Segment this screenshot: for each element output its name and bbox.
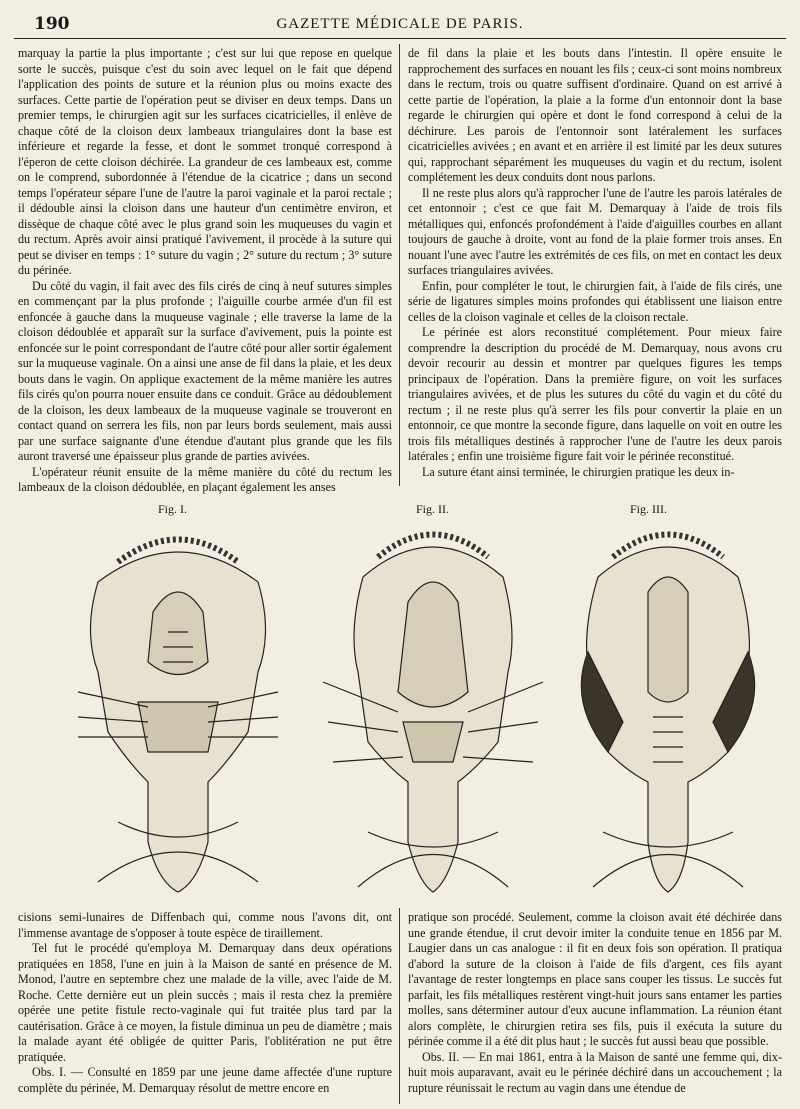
figure-3-illustration — [548, 522, 788, 902]
page-number: 190 — [34, 14, 70, 34]
figure-caption: Fig. II. — [416, 502, 449, 516]
figure-caption: Fig. III. — [630, 502, 667, 516]
figures-panel — [18, 494, 782, 902]
column-bottom-left — [18, 910, 392, 1096]
paragraph: cisions semi-lunaires de Diffenbach qui, comme nous l'avons dit, ont l'immense avantage de s'opposer à toute espèce de tiraillement. — [18, 910, 392, 940]
figure-1-illustration — [58, 522, 298, 902]
paragraph: Du côté du vagin, il fait avec des fils cirés de cinq à neuf sutures simples en commençant par la plus profonde ; l'aiguille courbe armée d'un fil est enfoncée à gauche dans la muqueuse vaginale ; elle traverse la lame de la cloison dédoublée et apparaît sur la surface d'avivement, puis la pointe est enfoncée sur le point correspondant de l'autre côté pour aller sortir également sur la muqueuse vaginale. On a ainsi une anse de fil dans la plaie, et les deux bouts dans le vagin. On applique exactement de la même manière les autres fils cirés qu'on pourra nouer ensuite dans ce conduit. Grâce au dédoublement de la cloison, les deux lambeaux de la muqueuse vaginale se trouveront en contact quand on serrera les fils, non par leurs bords seulement, mais aussi par une surface saignante d'une étendue d'autant plus grande que les fils auront traversé une épaisseur plus grande de parties avivées. — [18, 278, 392, 463]
observation-paragraph: Obs. I. — Consulté en 1859 par une jeune dame affectée d'une rupture complète du périnée, M. Demarquay résolut de mettre encore en — [18, 1065, 392, 1095]
paragraph: Il ne reste plus alors qu'à rapprocher l'une de l'autre les parois latérales de cet entonnoir ; c'est ce que fait M. Demarquay à l'aide de trois fils métalliques qui, enfoncés profondément à l'aide d'aiguilles courbes en allant toujours de gauche à droite, vont au fond de la plaie former trois anses. En nouant l'une avec l'autre les extrémités de ces fils, on met en contact les deux surfaces triangulaires avivées. — [408, 185, 782, 277]
paragraph: pratique son procédé. Seulement, comme la cloison avait été déchirée dans une grande étendue, il crut devoir imiter la conduite tenue en 1856 par M. Laugier dans un cas analogue : il fit en deux fois son opération. Il pratiqua d'abord la suture de la cloison à l'aide de fils d'argent, ces fils ayant l'avantage de rester longtemps en place sans couper les tissus. Le succès fut parfait, les fils métalliques restèrent vingt-huit jours sans entamer les parties molles, sans déterminer autour d'eux aucune inflammation. La réunion étant alors complète, le chirurgien retira ses fils, puis il exécuta la suture du périnée comme il a été dit plus haut ; le succès fut aussi beau que possible. — [408, 910, 782, 1048]
paragraph: marquay la partie la plus importante ; c'est sur lui que repose en quelque sorte le succès, puisque c'est du soin avec lequel on le fait que dépend l'application des points de suture et la réunion plus ou moins exacte des surfaces. Cette partie de l'opération peut se diviser en deux temps. Dans un premier temps, le chirurgien agit sur les surfaces cicatricielles, il enlève de chaque côté de la cloison deux lambeaux triangulaires dont la base est inférieure et regarde la fesse, et dont le sommet tronqué correspond à l'éperon de cette cloison déchirée. La grandeur de ces lambeaux est, comme on le comprend, subordonnée à l'étendue de la cicatrice ; dans un second temps l'opérateur sépare l'une de l'autre la paroi vaginale et la paroi rectale ; il dédouble ainsi la cloison dans une hauteur d'un centimètre environ, et dissèque de chaque côté avec le plus grand soin les muqueuses du vagin et du rectum. Après avoir ainsi pratiqué l'avivement, il procède à la suture qui peut se diviser en temps : 1° suture du vagin ; 2° suture du rectum ; 3° suture du périnée. — [18, 46, 392, 277]
column-top-right — [408, 46, 782, 480]
page-header — [14, 12, 786, 39]
journal-title: GAZETTE MÉDICALE DE PARIS. — [276, 16, 524, 32]
figure-2-illustration — [313, 522, 553, 902]
column-divider — [399, 44, 400, 486]
column-top-left — [18, 46, 392, 496]
paragraph: La suture étant ainsi terminée, le chirurgien pratique les deux in- — [422, 464, 735, 479]
paragraph: Le périnée est alors reconstitué complétement. Pour mieux faire comprendre la description du procédé de M. Demarquay, nous avons cru devoir recourir au dessin et montrer par quelques figures les temps principaux de l'opération. Dans la première figure, on voit les surfaces triangulaires avivées, et de plus les sutures du côté du vagin et du côté du rectum ; il ne reste plus qu'à serrer les fils pour convertir la plaie en un entonnoir, ce que montre la seconde figure, dans laquelle on voit en outre les trois fils métalliques destinés à rapprocher l'une de l'autre les deux parois latérales ; enfin une troisième figure fait voir le périnée reconstitué. — [408, 325, 782, 463]
paragraph: L'opérateur réunit ensuite de la même manière du côté du rectum les lambeaux de la cloison dédoublée, en plaçant également les anses — [18, 464, 392, 494]
figure-caption: Fig. I. — [158, 502, 188, 516]
observation-paragraph: Obs. II. — En mai 1861, entra à la Maison de santé une femme qui, dix-huit mois auparavant, avait eu le périnée déchiré dans un accouchement ; la rupture réunissait le rectum au vagin dans une étendue de — [408, 1049, 782, 1095]
column-bottom-right — [408, 910, 782, 1096]
column-divider — [399, 908, 400, 1104]
paragraph: de fil dans la plaie et les bouts dans l'intestin. Il opère ensuite le rapprochement des surfaces en nouant les fils ; ceux-ci sont moins nombreux dans le rectum, trois ou quatre suffisent d'ordinaire. Quand on est arrivé à cette partie de l'opération, la plaie a la forme d'un entonnoir dont la base regarde le chirurgien qui opère et dont le fond correspond à celui de la déchirure. Les parois de l'entonnoir sont latéralement les surfaces cicatricielles avivées ; en avant et en arrière il est limité par les deux sutures qui, rapprochant séparément les muqueuses du vagin et du rectum, isolent complétement les deux conduits dont nous parlons. — [408, 46, 782, 184]
paragraph: Enfin, pour compléter le tout, le chirurgien fait, à l'aide de fils cirés, une série de ligatures simples moins profondes qui établissent une liaison entre celles de la cloison vaginale et celles de la cloison rectale. — [408, 278, 782, 324]
paragraph: Tel fut le procédé qu'employa M. Demarquay dans deux opérations pratiquées en 1858, l'une en juin à la Maison de santé en présence de M. Monod, l'autre en septembre chez une malade de la ville, avec l'aide de M. Roche. Cette dernière eut un plein succès ; mais il resta chez la première opérée une petite fistule recto-vaginale qui fut traitée plus tard par la cautérisation. Grâce à ce moyen, la fistule diminua un peu de diamètre ; mais la malade ayant été obligée de quitter Paris, l'oblitération ne put être pratiquée. — [18, 941, 392, 1064]
